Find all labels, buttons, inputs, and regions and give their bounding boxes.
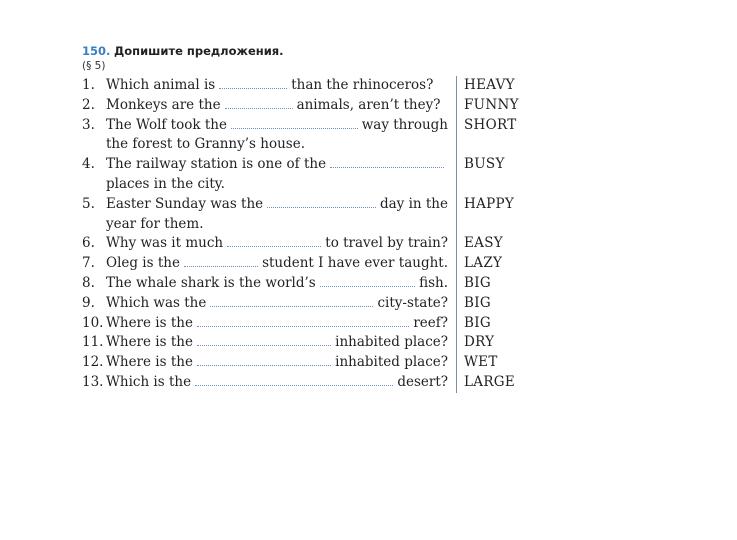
sentence-line bbox=[82, 333, 448, 353]
sentence bbox=[82, 195, 448, 235]
sentence-line bbox=[82, 294, 448, 314]
sentence-line bbox=[82, 96, 448, 116]
sentence-text-after: fish. bbox=[419, 274, 448, 291]
sentence bbox=[82, 96, 448, 116]
exercise-item bbox=[82, 195, 527, 235]
sentence-line bbox=[82, 274, 448, 294]
item-number: 4. bbox=[82, 156, 95, 173]
sentence bbox=[82, 116, 448, 156]
answer-blank[interactable] bbox=[225, 98, 293, 109]
sentence-text-after: to travel by train? bbox=[325, 235, 448, 252]
exercise-item bbox=[82, 353, 527, 373]
exercise-item bbox=[82, 96, 527, 116]
section-reference: (§ 5) bbox=[82, 60, 106, 72]
sentence-text-before: Which is the bbox=[106, 373, 192, 390]
item-number: 2. bbox=[82, 96, 95, 113]
sentence-text-before: The railway station is one of the bbox=[106, 156, 327, 173]
sentence-text-after: student I have ever taught. bbox=[262, 255, 448, 272]
sentence bbox=[82, 274, 448, 294]
adjective-prompt: LARGE bbox=[464, 373, 516, 390]
sentence-text-after: inhabited place? bbox=[335, 334, 448, 351]
item-number: 11. bbox=[82, 334, 104, 351]
sentence-line bbox=[82, 155, 448, 175]
sentence-line bbox=[82, 373, 448, 393]
adjective-prompt: HEAVY bbox=[464, 77, 515, 93]
item-number: 7. bbox=[82, 255, 95, 272]
adjective-prompt: BIG bbox=[464, 294, 491, 311]
item-number: 12. bbox=[82, 354, 104, 371]
adjective-prompt: DRY bbox=[464, 334, 495, 351]
answer-blank[interactable] bbox=[197, 316, 409, 327]
sentence-text-after: animals, aren’t they? bbox=[296, 96, 441, 113]
sentence-text-before: Easter Sunday was the bbox=[106, 195, 264, 212]
sentence-line bbox=[82, 254, 448, 274]
answer-blank[interactable] bbox=[219, 78, 287, 89]
exercise-title: Допишите предложения. bbox=[114, 44, 284, 58]
exercise-item bbox=[82, 254, 527, 274]
item-number: 6. bbox=[82, 235, 95, 252]
exercise-block bbox=[82, 44, 527, 393]
sentence-text-after: city-state? bbox=[377, 294, 448, 311]
sentence-text-before: Where is the bbox=[106, 314, 193, 331]
sentence-text-after: reef? bbox=[413, 314, 448, 331]
sentence-line bbox=[82, 314, 448, 334]
item-number: 8. bbox=[82, 274, 95, 291]
exercise-item bbox=[82, 333, 527, 353]
sentence bbox=[82, 234, 448, 254]
item-number: 10. bbox=[82, 314, 104, 331]
sentence bbox=[82, 353, 448, 373]
sentence bbox=[82, 155, 448, 195]
exercise-item bbox=[82, 76, 527, 96]
item-number: 5. bbox=[82, 195, 95, 212]
sentence-continuation: places in the city. bbox=[106, 175, 225, 192]
sentence-text-after: inhabited place? bbox=[335, 354, 448, 371]
exercise-item bbox=[82, 274, 527, 294]
sentence-text-before: Monkeys are the bbox=[106, 96, 221, 113]
sentence-continuation: year for them. bbox=[106, 215, 204, 232]
exercise-item bbox=[82, 155, 527, 195]
adjective-prompt: EASY bbox=[464, 235, 503, 252]
sentence-text-after: than the rhinoceros? bbox=[291, 77, 434, 93]
answer-blank[interactable] bbox=[231, 118, 358, 129]
exercise-items bbox=[82, 76, 527, 393]
sentence-line bbox=[82, 353, 448, 373]
item-number: 13. bbox=[82, 373, 104, 390]
sentence-text-after: way through bbox=[361, 116, 448, 133]
exercise-item bbox=[82, 294, 527, 314]
adjective-prompt: SHORT bbox=[464, 116, 517, 133]
exercise-item bbox=[82, 373, 527, 393]
adjective-prompt: BUSY bbox=[464, 156, 505, 173]
item-number: 1. bbox=[82, 77, 95, 93]
item-number: 9. bbox=[82, 294, 95, 311]
sentence bbox=[82, 254, 448, 274]
sentence-text-after: desert? bbox=[397, 373, 448, 390]
sentence-text-before: Which was the bbox=[106, 294, 207, 311]
sentence bbox=[82, 76, 448, 96]
answer-blank[interactable] bbox=[267, 197, 376, 208]
sentence bbox=[82, 314, 448, 334]
sentence-line bbox=[82, 234, 448, 254]
sentence bbox=[82, 294, 448, 314]
answer-blank[interactable] bbox=[330, 157, 444, 168]
sentence-text-before: The Wolf took the bbox=[106, 116, 227, 133]
adjective-prompt: LAZY bbox=[464, 255, 503, 272]
answer-blank[interactable] bbox=[227, 236, 321, 247]
answer-blank[interactable] bbox=[197, 355, 331, 366]
adjective-prompt: FUNNY bbox=[464, 96, 519, 113]
item-number: 3. bbox=[82, 116, 95, 133]
sentence-line bbox=[82, 116, 448, 136]
adjective-prompt: HAPPY bbox=[464, 195, 515, 212]
sentence-text-before: Where is the bbox=[106, 334, 193, 351]
exercise-item bbox=[82, 116, 527, 156]
sentence-text-before: Why was it much bbox=[106, 235, 224, 252]
exercise-item bbox=[82, 314, 527, 334]
sentence-text-before: The whale shark is the world’s bbox=[106, 274, 316, 291]
sentence-line bbox=[82, 195, 448, 215]
answer-blank[interactable] bbox=[210, 296, 373, 307]
adjective-prompt: BIG bbox=[464, 314, 491, 331]
sentence-text-before: Where is the bbox=[106, 354, 193, 371]
exercise-number: 150. bbox=[82, 44, 111, 58]
sentence-text-before: Oleg is the bbox=[106, 255, 180, 272]
exercise-header bbox=[82, 44, 527, 58]
answer-blank[interactable] bbox=[184, 256, 258, 267]
sentence-text-before: Which animal is bbox=[106, 77, 216, 93]
adjective-prompt: BIG bbox=[464, 274, 491, 291]
sentence bbox=[82, 373, 448, 393]
sentence-continuation: the forest to Granny’s house. bbox=[106, 136, 305, 153]
exercise-item bbox=[82, 234, 527, 254]
sentence-text-after: day in the bbox=[379, 195, 448, 212]
sentence bbox=[82, 333, 448, 353]
answer-blank[interactable] bbox=[197, 335, 331, 346]
answer-blank[interactable] bbox=[320, 276, 415, 287]
answer-blank[interactable] bbox=[195, 375, 393, 386]
adjective-prompt: WET bbox=[464, 354, 498, 371]
sentence-line bbox=[82, 76, 448, 96]
